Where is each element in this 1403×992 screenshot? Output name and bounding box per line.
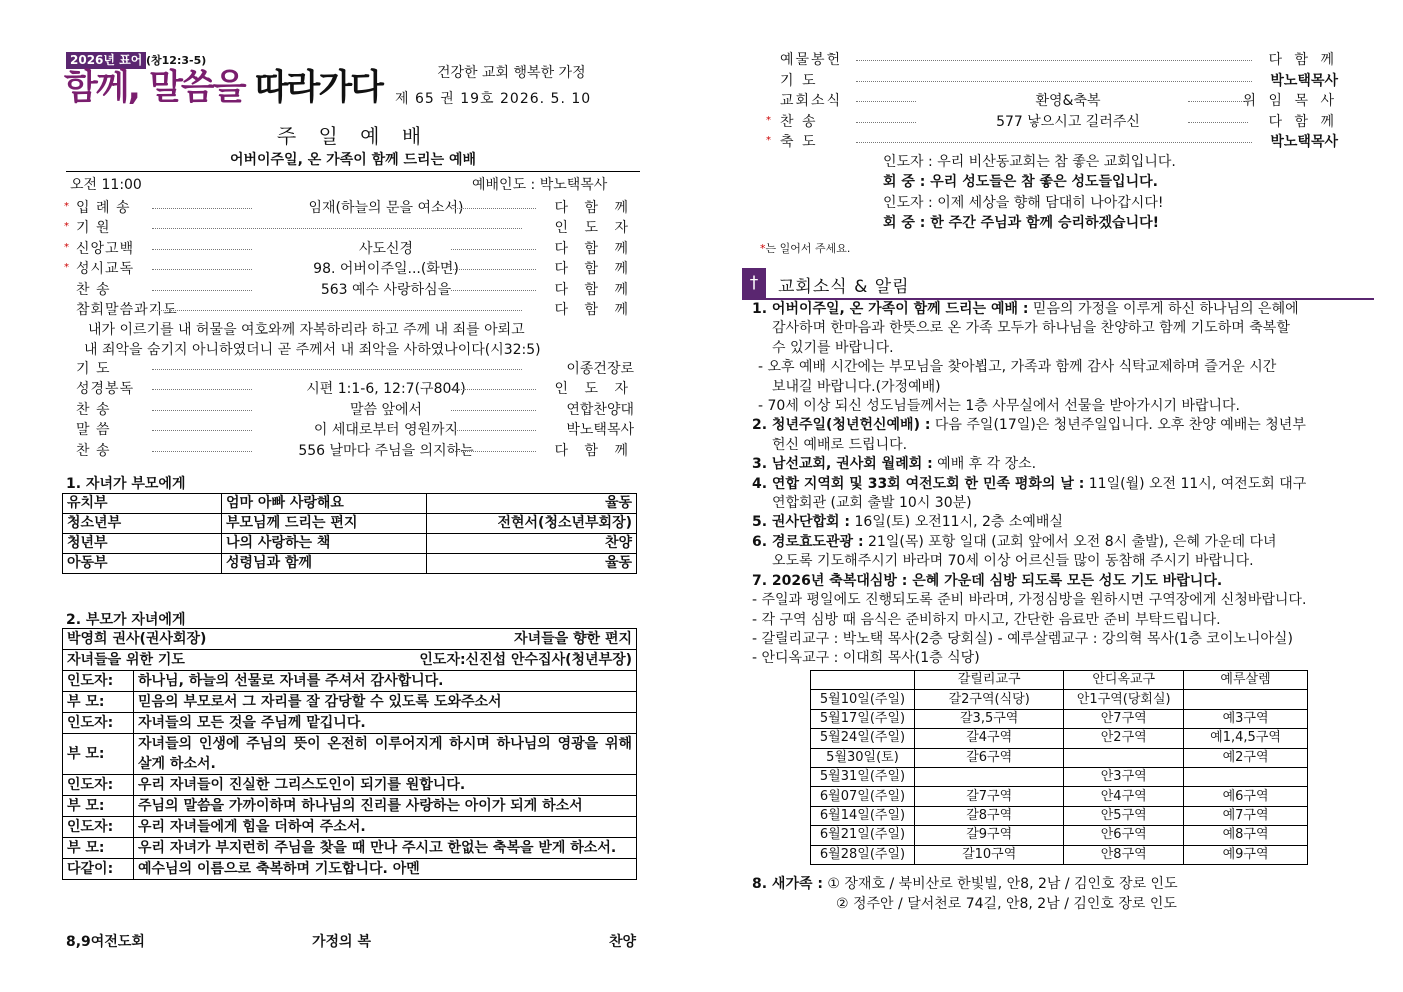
news-item-head: 5. 권사단합회 : xyxy=(752,514,851,531)
order-label-text: 찬 송 xyxy=(76,401,111,418)
order-content: 사도신경 xyxy=(358,240,414,257)
dotted-leader xyxy=(1188,122,1248,123)
worship-order-row xyxy=(66,420,634,440)
new-family-line xyxy=(752,874,1178,894)
table-cell: 예8구역 xyxy=(1184,826,1308,845)
note-text: 는 일어서 주세요. xyxy=(765,242,851,255)
prayer-cell: 우리 자녀가 부지런히 주님을 찾을 때 만나 주시고 한없는 축복을 받게 하소서. xyxy=(134,838,637,859)
news-item-head: 2. 청년주일(청년헌신예배) : xyxy=(752,417,931,434)
news-item xyxy=(752,513,1374,532)
speaker-cell: 부 모: xyxy=(63,838,134,859)
table-cell: 갈9구역 xyxy=(914,826,1063,845)
table-cell: 갈6구역 xyxy=(914,748,1063,767)
order-label: 교회소식 xyxy=(780,93,843,109)
table-row xyxy=(811,845,1308,864)
news-item xyxy=(752,475,1374,494)
letter-presenter: 박영희 권사(권사회장) xyxy=(67,631,207,647)
order-leader: 박노택목사 xyxy=(566,422,634,439)
order-label xyxy=(66,359,111,379)
dotted-leader xyxy=(1188,101,1248,102)
year-motto-badge: 2026년 표어 xyxy=(66,52,146,69)
dotted-leader xyxy=(856,81,1252,82)
dotted-leader xyxy=(451,430,536,431)
news-text: 연합회관 (교회 출발 10시 30분) xyxy=(772,495,972,512)
worship-order-row xyxy=(66,359,634,379)
order-leader: 다 함 께 xyxy=(554,240,634,257)
table-cell: 갈7구역 xyxy=(914,787,1063,806)
page-title xyxy=(64,68,382,108)
dotted-leader xyxy=(152,310,522,311)
worship-order-row xyxy=(66,198,634,218)
table-cell xyxy=(914,767,1063,786)
section2-heading: 2. 부모가 자녀에게 xyxy=(66,612,186,628)
news-item-head: 1. 어버이주일, 온 가족이 함께 드리는 예배 : xyxy=(752,301,1029,317)
worship-order-row xyxy=(768,50,1338,70)
table-row xyxy=(63,734,637,775)
worship-order-row xyxy=(66,400,634,420)
table-cell: 5월31일(주일) xyxy=(811,767,915,786)
dotted-leader xyxy=(152,451,252,452)
prayer-leader: 인도자:신진섭 안수집사(청년부장) xyxy=(419,652,632,668)
dotted-leader xyxy=(856,101,916,102)
required-standing-icon: * xyxy=(64,221,70,233)
order-leader: 인 도 자 xyxy=(554,220,634,237)
speaker-cell: 인도자: xyxy=(63,775,134,796)
dept-cell: 유치부 xyxy=(63,494,222,514)
order-content: 577 낳으시고 길러주신 xyxy=(996,113,1140,130)
news-item-head: 8. 새가족 : xyxy=(752,876,823,892)
table-cell: 안3구역 xyxy=(1064,767,1184,786)
required-standing-icon: * xyxy=(64,262,70,274)
prayer-cell: 예수님의 이름으로 축복하며 기도합니다. 아멘 xyxy=(134,859,637,880)
required-standing-icon: * xyxy=(64,241,70,253)
table-cell: 안2구역 xyxy=(1064,729,1184,748)
worship-order-row xyxy=(66,239,634,259)
worship-order-row xyxy=(66,300,634,320)
dotted-leader xyxy=(152,389,252,390)
order-leader: 다 함 께 xyxy=(1268,52,1338,68)
issue-info: 제 65 권 19호 2026. 5. 10 xyxy=(395,91,592,107)
order-label: 기 도 xyxy=(780,72,818,89)
table-cell: 예1,4,5구역 xyxy=(1184,729,1308,748)
prayer-cell: 자녀들의 인생에 주님의 뜻이 온전히 이루어지게 하시며 하나님의 영광을 위해 살게 하소서. xyxy=(134,734,637,775)
table-row xyxy=(63,775,637,796)
worship-order-row xyxy=(66,280,634,300)
speaker-cell: 인도자: xyxy=(63,713,134,734)
table-cell: 예2구역 xyxy=(1184,748,1308,767)
order-leader: 위 임 목 사 xyxy=(1242,93,1338,109)
title-cell: 엄마 아빠 사랑해요 xyxy=(222,494,427,514)
dotted-leader xyxy=(451,269,536,270)
order-label xyxy=(66,420,111,440)
dotted-leader xyxy=(451,451,536,452)
required-standing-icon: * xyxy=(766,135,771,146)
worship-subtitle: 어버이주일, 온 가족이 함께 드리는 예배 xyxy=(229,152,477,168)
table-row xyxy=(63,534,637,554)
divider xyxy=(66,171,640,172)
table-row xyxy=(811,690,1308,709)
closing-row xyxy=(66,931,636,951)
order-label-text: 성시교독 xyxy=(76,261,135,278)
order-label-text: 찬 송 xyxy=(76,442,111,459)
table-row xyxy=(63,514,637,534)
table-cell: 안6구역 xyxy=(1064,826,1184,845)
title-cell: 나의 사랑하는 책 xyxy=(222,534,427,554)
order-label-text: 참회말씀과기도 xyxy=(76,302,178,318)
dotted-leader xyxy=(856,142,1252,143)
church-motto: 건강한 교회 행복한 가정 xyxy=(437,65,586,81)
news-text: 21일(목) 포항 일대 (교회 앞에서 오전 8시 출발), 은혜 가운데 다녀 xyxy=(863,533,1277,550)
order-label-text: 기 도 xyxy=(76,361,111,377)
table-cell: 안7구역 xyxy=(1064,709,1184,728)
table-row xyxy=(811,826,1308,845)
title-cell: 성령님과 함께 xyxy=(222,554,427,574)
news-item-head: 3. 남선교회, 권사회 월례회 : xyxy=(752,456,933,473)
table-cell xyxy=(63,650,637,671)
order-content: 563 예수 사랑하심을 xyxy=(320,281,452,298)
table-cell: 6월07일(주일) xyxy=(811,787,915,806)
dept-cell: 청소년부 xyxy=(63,514,222,534)
speaker-cell: 부 모: xyxy=(63,796,134,817)
news-text: - 갈릴리교구 : 박노택 목사(2층 당회실) - 예루살렘교구 : 강의혁 목사(1층 코이노니아실) xyxy=(752,630,1293,647)
table-row xyxy=(63,859,637,880)
dotted-leader xyxy=(451,410,536,411)
table-cell xyxy=(1064,748,1184,767)
worship-order-row xyxy=(768,132,1338,152)
table-row xyxy=(811,729,1308,748)
dotted-leader xyxy=(451,389,536,390)
table-cell xyxy=(1184,767,1308,786)
order-leader: 다 함 께 xyxy=(554,200,634,216)
title-cell: 부모님께 드리는 편지 xyxy=(222,514,427,534)
worship-leader: 예배인도 : 박노택목사 xyxy=(472,177,608,193)
news-item xyxy=(752,572,1374,591)
order-content: 환영&축복 xyxy=(1035,93,1101,109)
order-label xyxy=(66,198,130,218)
table-header-cell: 안디옥교구 xyxy=(1064,671,1184,690)
news-text: 오도록 기도해주시기 바라며 70세 이상 어르신들 많이 동참해 주시기 바랍니다. xyxy=(772,553,1254,570)
table-cell: 6월21일(주일) xyxy=(811,826,915,845)
news-text: - 각 구역 심방 때 음식은 준비하지 마시고, 간단한 음료만 준비 부탁드립니다. xyxy=(752,611,1221,628)
table-row xyxy=(63,713,637,734)
news-text: 헌신 예배로 드립니다. xyxy=(772,436,908,453)
table-cell: 6월14일(주일) xyxy=(811,806,915,825)
order-label-text: 말 씀 xyxy=(76,422,111,439)
prayer-title: 자녀들을 위한 기도 xyxy=(67,652,185,668)
order-label-text: 입 례 송 xyxy=(76,200,131,216)
children-to-parents-table xyxy=(62,493,637,574)
closing-group: 8,9여전도회 xyxy=(66,934,145,950)
presenter-cell: 전현서(청소년부회장) xyxy=(427,514,637,534)
presenter-cell: 찬양 xyxy=(427,534,637,554)
parents-to-children-table xyxy=(62,628,637,880)
news-text: 다음 주일(17일)은 청년주일입니다. 오후 찬양 예배는 청년부 xyxy=(930,417,1306,434)
news-text: - 오후 예배 시간에는 부모님을 찾아뵙고, 가족과 함께 감사 식탁교제하며 즐거운 시간 xyxy=(758,359,1277,376)
news-title: 교회소식 & 알림 xyxy=(778,277,910,297)
order-label xyxy=(66,441,111,461)
dotted-leader xyxy=(152,410,252,411)
dotted-leader xyxy=(152,369,522,370)
title-part2: 따라가다 xyxy=(244,68,382,108)
table-cell: 안8구역 xyxy=(1064,845,1184,864)
order-label: 찬 송 xyxy=(780,113,818,130)
order-label xyxy=(66,280,111,300)
prayer-cell: 자녀들의 모든 것을 주님께 맡깁니다. xyxy=(134,713,637,734)
required-standing-icon: * xyxy=(766,114,771,126)
worship-title: 주 일 예 배 xyxy=(276,124,430,148)
order-label-text: 성경봉독 xyxy=(76,381,135,398)
news-item xyxy=(752,533,1374,552)
dept-cell: 아동부 xyxy=(63,554,222,574)
order-label: 축 도 xyxy=(780,134,818,150)
order-leader: 박노택목사 xyxy=(1270,72,1338,89)
news-item xyxy=(752,300,1374,319)
table-cell: 예7구역 xyxy=(1184,806,1308,825)
table-cell: 갈8구역 xyxy=(914,806,1063,825)
order-content: 이 세대로부터 영원까지 xyxy=(313,422,459,439)
response-line: 회 중 : 우리 성도들은 참 좋은 성도들입니다. xyxy=(883,174,1158,191)
closing-title: 가정의 복 xyxy=(312,934,371,950)
cross-icon: † xyxy=(742,268,766,298)
table-cell: 6월28일(주일) xyxy=(811,845,915,864)
table-row xyxy=(811,787,1308,806)
table-cell: 안5구역 xyxy=(1064,806,1184,825)
table-row xyxy=(811,806,1308,825)
order-label xyxy=(66,239,134,259)
table-cell: 갈2구역(식당) xyxy=(914,690,1063,709)
worship-order-row xyxy=(66,379,634,399)
new-family-line: ② 정주안 / 달서천로 74길, 안8, 2남 / 김인호 장로 인도 xyxy=(836,896,1177,912)
table-cell: 갈3,5구역 xyxy=(914,709,1063,728)
news-list xyxy=(752,300,1374,669)
news-text: 감사하며 한마음과 한뜻으로 온 가족 모두가 하나님을 찬양하고 함께 기도하며 축복할 xyxy=(772,320,1290,337)
news-item-head: 6. 경로효도관광 : xyxy=(752,533,864,550)
worship-time: 오전 11:00 xyxy=(70,177,142,193)
dotted-leader xyxy=(152,208,252,209)
worship-order-row xyxy=(66,218,634,238)
order-leader: 다 함 께 xyxy=(554,442,634,459)
standing-note xyxy=(760,240,850,256)
dotted-leader xyxy=(451,208,536,209)
title-part1: 함께, 말씀을 xyxy=(64,68,245,108)
speaker-cell: 인도자: xyxy=(63,671,134,692)
news-item xyxy=(752,455,1374,474)
dotted-leader xyxy=(152,430,252,431)
table-row xyxy=(63,629,637,650)
new-family xyxy=(752,874,1178,914)
order-label-text: 찬 송 xyxy=(76,281,111,298)
news-text: - 안디옥교구 : 이대희 목사(1층 식당) xyxy=(752,650,980,667)
table-row xyxy=(63,692,637,713)
closing-type: 찬양 xyxy=(608,934,636,950)
order-leader: 인 도 자 xyxy=(554,381,634,398)
order-content: 556 날마다 주님을 의지하는 xyxy=(298,442,474,459)
order-leader: 다 함 께 xyxy=(554,281,634,298)
order-label-text: 신앙고백 xyxy=(76,240,135,257)
worship-order-row xyxy=(66,441,634,461)
table-header-cell: 예루살렘 xyxy=(1184,671,1308,690)
response-line: 인도자 : 이제 세상을 향해 담대히 나아갑시다! xyxy=(883,194,1164,211)
table-cell xyxy=(1184,690,1308,709)
order-leader: 다 함 께 xyxy=(554,261,634,278)
table-cell: 안1구역(당회실) xyxy=(1064,690,1184,709)
year-motto-reference: (창12:3-5) xyxy=(146,54,207,67)
table-row xyxy=(811,709,1308,728)
verse-line: 내가 이르기를 내 허물을 여호와께 자복하리라 하고 주께 내 죄를 아뢰고 xyxy=(88,322,525,338)
table-row xyxy=(63,817,637,838)
presenter-cell: 율동 xyxy=(427,494,637,514)
order-label xyxy=(66,400,111,420)
table-cell: 5월30일(토) xyxy=(811,748,915,767)
star-icon: * xyxy=(760,242,766,255)
verse-line: 내 죄악을 숨기지 아니하였더니 곧 주께서 내 죄악을 사하였나이다(시32:5) xyxy=(84,342,541,358)
order-label-text: 기 원 xyxy=(76,220,111,237)
response-line: 회 중 : 한 주간 주님과 함께 승리하겠습니다! xyxy=(883,214,1160,231)
response-line: 인도자 : 우리 비산동교회는 참 좋은 교회입니다. xyxy=(883,154,1176,170)
dotted-leader xyxy=(152,269,252,270)
prayer-cell: 믿음의 부모로서 그 자리를 잘 감당할 수 있도록 도와주소서 xyxy=(134,692,637,713)
speaker-cell: 부 모: xyxy=(63,692,134,713)
order-content: 말씀 앞에서 xyxy=(349,401,423,418)
order-leader: 다 함 께 xyxy=(1268,113,1338,130)
order-leader: 연합찬양대 xyxy=(566,401,634,418)
news-text: - 주일과 평일에도 진행되도록 준비 바라며, 가정심방을 원하시면 구역장에게 신청바랍니다. xyxy=(752,592,1307,609)
dotted-leader xyxy=(152,228,522,229)
table-cell: 5월17일(주일) xyxy=(811,709,915,728)
order-content: 임재(하늘의 문을 여소서) xyxy=(308,200,464,216)
table-cell: 예3구역 xyxy=(1184,709,1308,728)
table-header-cell: 갈릴리교구 xyxy=(914,671,1063,690)
section1-heading: 1. 자녀가 부모에게 xyxy=(66,476,186,492)
table-row xyxy=(811,748,1308,767)
dotted-leader xyxy=(451,249,536,250)
worship-order-row xyxy=(66,259,634,279)
order-content: 98. 어버이주일...(화면) xyxy=(313,261,459,278)
table-cell: 예9구역 xyxy=(1184,845,1308,864)
letter-title: 자녀들을 향한 편지 xyxy=(514,631,632,647)
table-cell: 5월24일(주일) xyxy=(811,729,915,748)
dotted-leader xyxy=(856,60,1252,61)
table-cell: 안4구역 xyxy=(1064,787,1184,806)
worship-order-row xyxy=(768,112,1338,132)
order-leader: 박노택목사 xyxy=(1270,134,1338,150)
prayer-cell: 우리 자녀들이 진실한 그리스도인이 되기를 원합니다. xyxy=(134,775,637,796)
table-row xyxy=(63,838,637,859)
speaker-cell: 인도자: xyxy=(63,817,134,838)
news-item-head: 7. 2026년 축복대심방 : 은혜 가운데 심방 되도록 모든 성도 기도 바랍니다. xyxy=(752,572,1223,589)
table-cell xyxy=(63,629,637,650)
table-row xyxy=(63,650,637,671)
table-row xyxy=(63,554,637,574)
table-row xyxy=(63,494,637,514)
order-label xyxy=(66,218,111,238)
speaker-cell: 다같이: xyxy=(63,859,134,880)
dept-cell: 청년부 xyxy=(63,534,222,554)
table-row xyxy=(811,767,1308,786)
dotted-leader xyxy=(152,249,252,250)
order-leader: 이종건장로 xyxy=(566,361,634,377)
dotted-leader xyxy=(152,290,252,291)
speaker-cell: 부 모: xyxy=(63,734,134,775)
table-cell: 5월10일(주일) xyxy=(811,690,915,709)
prayer-cell: 우리 자녀들에게 힘을 더하여 주소서. xyxy=(134,817,637,838)
worship-order-row xyxy=(768,71,1338,91)
news-text: - 70세 이상 되신 성도님들께서는 1층 사무실에서 선물을 받아가시기 바랍니다. xyxy=(758,398,1240,415)
news-text: 11일(월) 오전 11시, 여전도회 대구 xyxy=(1084,475,1307,492)
news-text: 믿음의 가정을 이루게 하신 하나님의 은혜에 xyxy=(1028,301,1299,317)
table-cell: 갈4구역 xyxy=(914,729,1063,748)
order-content: 시편 1:1-6, 12:7(구804) xyxy=(306,381,466,398)
news-text: 수 있기를 바랍니다. xyxy=(772,339,894,356)
dotted-leader xyxy=(856,122,916,123)
table-header-row xyxy=(811,671,1308,690)
news-item-head: 4. 연합 지역회 및 33회 여전도회 한 민족 평화의 날 : xyxy=(752,475,1085,492)
worship-order-row xyxy=(768,91,1338,111)
news-header xyxy=(742,268,1374,298)
order-label: 예물봉헌 xyxy=(780,52,843,68)
order-leader: 다 함 께 xyxy=(554,302,634,318)
penitence-verse xyxy=(80,320,640,360)
order-label xyxy=(66,259,134,279)
news-text: 보내길 바랍니다.(가정예배) xyxy=(772,378,941,395)
news-text: 16일(토) 오전11시, 2층 소예배실 xyxy=(850,514,1063,531)
prayer-cell: 하나님, 하늘의 선물로 자녀를 주셔서 감사합니다. xyxy=(134,671,637,692)
visitation-schedule-table xyxy=(810,670,1308,865)
required-standing-icon: * xyxy=(64,201,70,212)
prayer-cell: 주님의 말씀을 가까이하며 하나님의 진리를 사랑하는 아이가 되게 하소서 xyxy=(134,796,637,817)
news-item xyxy=(752,416,1374,435)
news-text: ① 장재호 / 북비산로 한빛빌, 안8, 2남 / 김인호 장로 인도 xyxy=(822,876,1178,892)
table-row xyxy=(63,796,637,817)
table-cell: 갈10구역 xyxy=(914,845,1063,864)
news-text: 예배 후 각 장소. xyxy=(932,456,1037,473)
table-header-cell xyxy=(811,671,915,690)
table-row xyxy=(63,671,637,692)
order-label xyxy=(66,379,134,399)
table-cell: 예6구역 xyxy=(1184,787,1308,806)
dotted-leader xyxy=(451,290,536,291)
presenter-cell: 율동 xyxy=(427,554,637,574)
